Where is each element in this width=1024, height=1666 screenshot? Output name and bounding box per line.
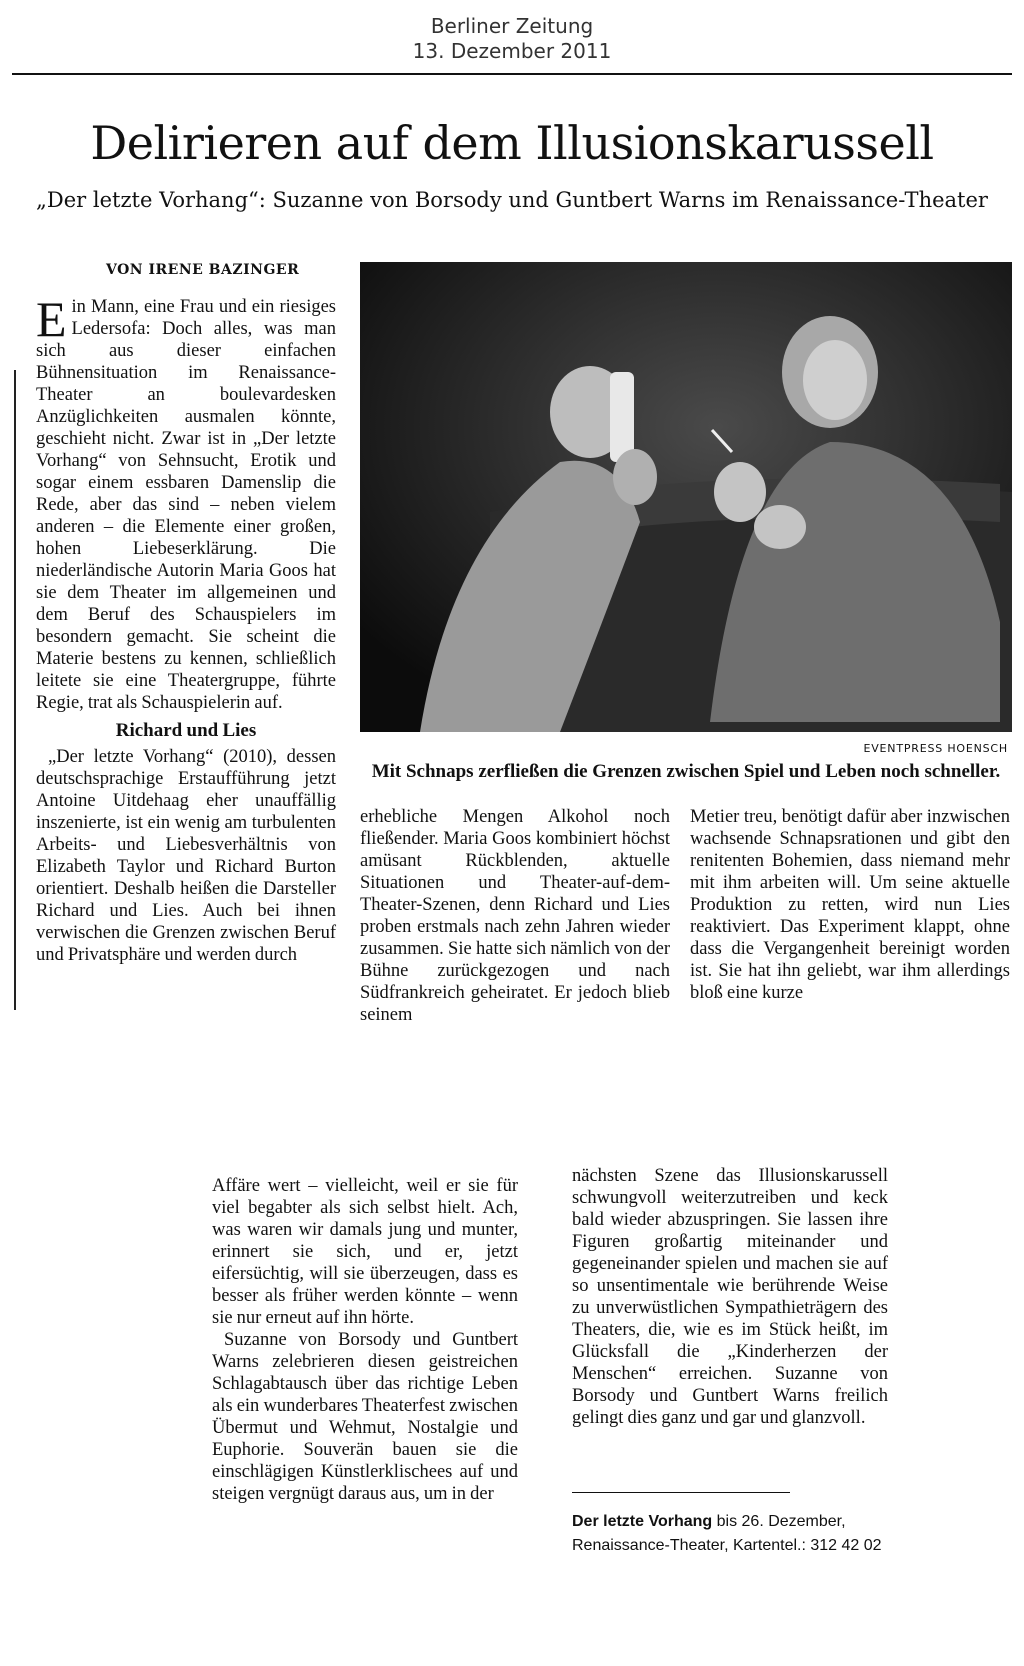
paragraph: „Der letzte Vorhang“ (2010), dessen deutschsprachige Erstaufführung jetzt Antoine Uitdehaag eher unauffällig inszenierte, ist ein wenig am turbulenten Arbeits- und Liebesverhältnis von Elizabeth Taylor und Richard Burton orientiert. Deshalb heißen die Darsteller Richard und Lies. Auch bei ihnen verwischen die Grenzen zwischen Beruf und Privatsphäre und werden durch	[36, 747, 336, 965]
end-rule	[572, 1492, 790, 1493]
header-divider	[12, 73, 1012, 75]
paragraph: Metier treu, benötigt dafür aber inzwischen wachsende Schnapsrationen und gibt den renitenten Bohemien, dass niemand mehr mit ihm arbeiten will. Um seine aktuelle Produktion zu retten, wird nun Lies reaktiviert. Das Experiment klappt, ohne dass die Vergangenheit bereinigt worden ist. Sie hat ihn geliebt, war ihm allerdings bloß eine kurze	[690, 807, 1010, 1003]
column-2	[360, 806, 670, 1026]
intro-paragraph	[36, 291, 336, 714]
masthead	[0, 14, 1024, 64]
stage-photo	[360, 262, 1012, 732]
paragraph: Affäre wert – vielleicht, weil er sie für viel begabter als sich selbst hielt. Ach, was waren wir damals jung und munter, erinnert sie sich, und er, jetzt eifersüchtig, will sie überzeugen, dass es besser als früher werden könnte – wenn sie nur erneut auf ihn hörte.	[212, 1176, 518, 1328]
intro-text: in Mann, eine Frau und ein riesiges Ledersofa: Doch alles, was man sich aus dieser einfachen Bühnensituation im Renaissance-Theater an boulevardesken Anzüglichkeiten ausmalen könnte, geschieht nicht. Zwar ist in „Der letzte Vorhang“ von Sehnsucht, Erotik und sogar einem essbaren Damenslip die Rede, aber das sind – neben vielem anderen – die Elemente einer großen, hohen Liebeserklärung. Die niederländische Autorin Maria Goos hat sie dem Theater im allgemeinen und dem Beruf des Schauspielers im besondern gemacht. Sie scheint die Materie bestens zu kennen, schließlich leitete sie eine Theatergruppe, führte Regie, trat als Schauspielerin auf.	[36, 297, 336, 713]
paragraph: erhebliche Mengen Alkohol noch fließender. Maria Goos kombiniert höchst amüsant Rückblenden, aktuelle Situationen und Theater-auf-dem-Theater-Szenen, denn Richard und Lies proben erstmals nach zehn Jahren wieder zusammen. Sie hatte sich nämlich von der Bühne zurückgezogen und nach Südfrankreich geheiratet. Er jedoch blieb seinem	[360, 807, 670, 1025]
photo-credit: EVENTPRESS HOENSCH	[863, 742, 1008, 755]
column-4	[212, 1175, 518, 1505]
drop-cap: E	[36, 291, 67, 347]
photo-caption: Mit Schnaps zerfließen die Grenzen zwischen Spiel und Leben noch schneller.	[371, 761, 1001, 782]
headline: Delirieren auf dem Illusionskarussell	[90, 116, 934, 170]
publication-name: Berliner Zeitung	[430, 14, 594, 38]
column-1	[36, 291, 336, 966]
paragraph: nächsten Szene das Illusionskarussell schwungvoll weiterzutreiben und keck bald wieder abzuspringen. Sie lassen ihre Figuren großartig miteinander und gegeneinander spielen und machen sie auf so unsentimentale wie berührende Weise zu unverwüstlichen Sympathieträgern des Theaters, die, wie es im Stück heißt, im Glücksfall die „Kinderherzen der Menschen“ erreichen. Suzanne von Borsody und Guntbert Warns freilich gelingt dies ganz und gar und glanzvoll.	[572, 1166, 888, 1428]
performance-info	[572, 1510, 892, 1558]
byline: VON IRENE BAZINGER	[106, 262, 300, 278]
info-title: Der letzte Vorhang	[572, 1513, 713, 1530]
stage-photo-illustration	[360, 262, 1012, 732]
info-details: bis 26. Dezember, Renaissance-Theater, Kartentel.: 312 42 02	[572, 1513, 882, 1554]
column-5	[572, 1165, 888, 1429]
section-subhead: Richard und Lies	[115, 720, 257, 741]
margin-rule	[14, 370, 16, 1010]
column-3	[690, 806, 1010, 1004]
subtitle: „Der letzte Vorhang“: Suzanne von Borsody und Guntbert Warns im Renaissance-Theater	[36, 188, 988, 212]
paragraph: Suzanne von Borsody und Guntbert Warns zelebrieren diesen geistreichen Schlagabtausch über das richtige Leben als ein wunderbares Theaterfest zwischen Übermut und Wehmut, Nostalgie und Euphorie. Souverän bauen sie die einschlägigen Künstlerklischees auf und steigen vergnügt daraus aus, um in der	[212, 1330, 518, 1504]
publication-date: 13. Dezember 2011	[412, 39, 612, 63]
